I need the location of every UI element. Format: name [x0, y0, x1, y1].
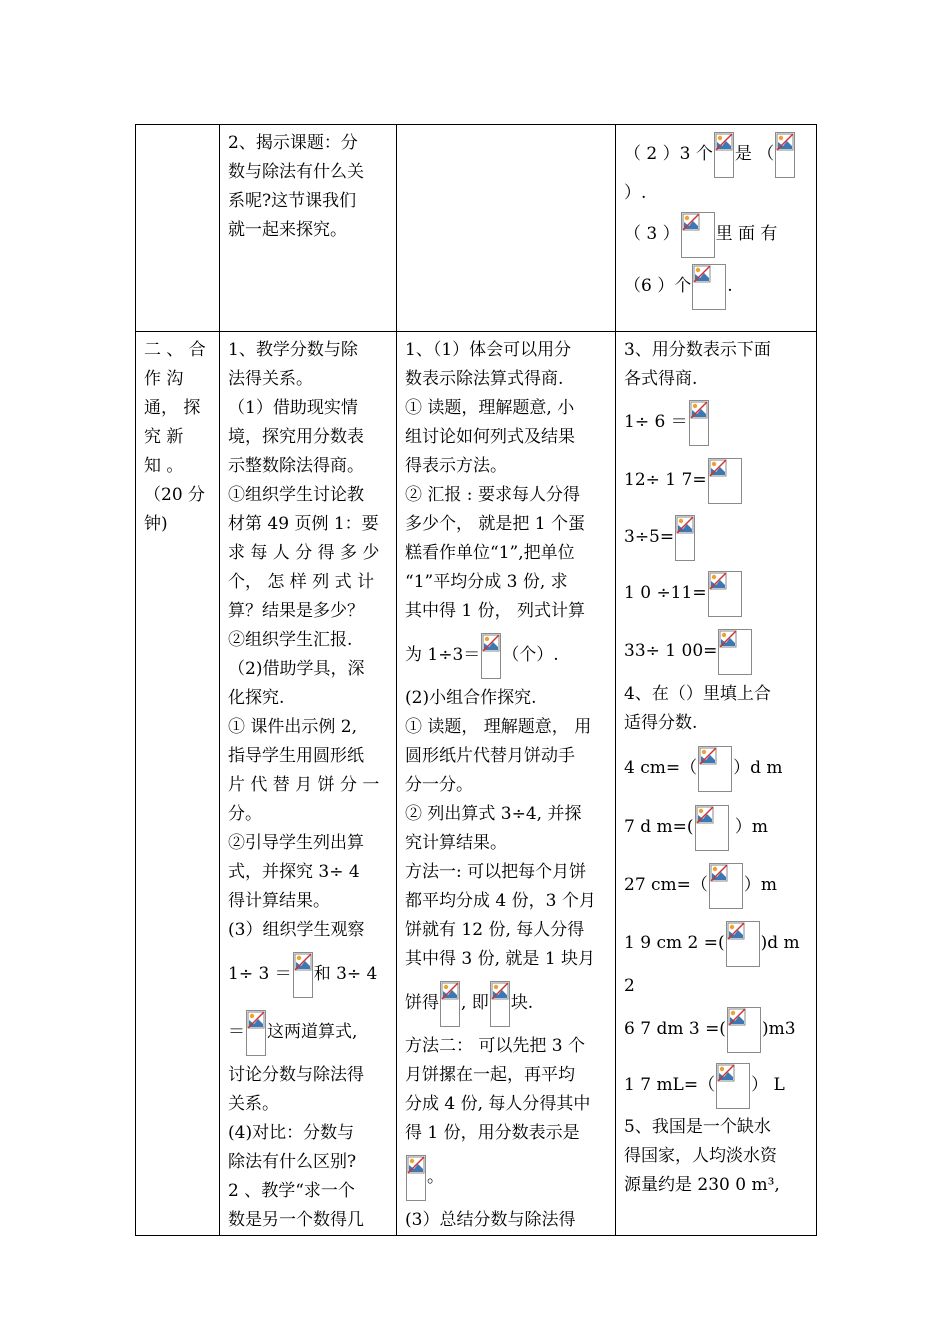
text-line: 1 7 mL=（ ） L: [624, 1057, 810, 1113]
broken-image-icon: [246, 1010, 266, 1056]
text-line: 通， 探: [144, 398, 201, 418]
text-line: 其中得 3 份, 就是 1 块月: [405, 949, 596, 969]
text-line: （ 3 ） 里 面 有: [624, 208, 810, 260]
text-line: 。: [405, 1148, 609, 1206]
text-line: 个， 怎 样 列 式 计: [228, 572, 375, 592]
text-line: ① 读题，理解题意, 小: [405, 398, 575, 418]
text-line: ②引导学生列出算: [228, 833, 364, 853]
text-line: 其中得 1 份， 列式计算: [405, 601, 586, 621]
text-line: 得国家，人均淡水资: [624, 1146, 777, 1166]
cell-exercises: [616, 332, 817, 1236]
text-line: “1”平均分成 3 份, 求: [405, 572, 568, 592]
text-line: 3、用分数表示下面: [624, 340, 771, 360]
text-line: ②组织学生汇报.: [228, 630, 353, 650]
text-line: ①组织学生讨论教: [228, 485, 364, 505]
text-line: 示整数除法得商。: [228, 456, 364, 476]
text-line: 数表示除法算式得商.: [405, 369, 564, 389]
text-line: （2)借助学具，深: [228, 659, 365, 679]
text-line: ① 课件出示例 2,: [228, 717, 358, 737]
text-line: ② 汇报 : 要求每人分得: [405, 485, 580, 505]
broken-image-icon: [481, 633, 501, 679]
text-line: 究 新: [144, 427, 184, 447]
text-line: 钟): [144, 514, 168, 534]
cell-teacher-activity: [220, 332, 397, 1236]
broken-image-icon: [675, 515, 695, 561]
text-line: 都平均分成 4 份，3 个月: [405, 891, 596, 911]
text-line: 求 每 人 分 得 多 少: [228, 543, 380, 563]
text-line: ① 读题， 理解题意， 用: [405, 717, 592, 737]
broken-image-icon: [440, 981, 460, 1027]
cell-student-activity: [397, 125, 616, 332]
text-line: (3）组织学生观察: [228, 920, 365, 940]
text-line: 各式得商.: [624, 369, 698, 389]
text-line: 二 、 合: [144, 340, 206, 360]
broken-image-icon: [708, 571, 742, 617]
text-line: （1）借助现实情: [228, 398, 358, 418]
text-line: 组讨论如何列式及结果: [405, 427, 575, 447]
text-line: 适得分数.: [624, 713, 698, 733]
text-line: 指导学生用圆形纸: [228, 746, 364, 766]
broken-image-icon: [775, 132, 795, 178]
text-line: 1÷ 3 ＝ 和 3÷ 4: [228, 945, 390, 1003]
text-line: ＝ 这两道算式,: [228, 1003, 390, 1061]
text-line: 除法有什么区别?: [228, 1152, 357, 1172]
text-line: 得计算结果。: [228, 891, 330, 911]
broken-image-icon: [718, 629, 752, 675]
text-line: (2)小组合作探究.: [405, 688, 537, 708]
broken-image-icon: [708, 458, 742, 504]
text-line: 1÷ 6 ＝: [624, 394, 810, 450]
lesson-plan-table: [135, 124, 817, 1236]
text-line: 4 cm=（ ）d m: [624, 738, 810, 798]
text-line: 月饼摞在一起，再平均: [405, 1065, 575, 1085]
text-line: 糕看作单位“1”,把单位: [405, 543, 575, 563]
broken-image-icon: [692, 264, 726, 310]
text-line: （ 2 ）3 个 是 （: [624, 129, 810, 179]
text-line: 分成 4 份, 每人分得其中: [405, 1094, 591, 1114]
text-line: 4、在（）里填上合: [624, 684, 771, 704]
text-line: 数是另一个数得几: [228, 1210, 364, 1230]
text-line: 7 d m=( ）m: [624, 798, 810, 856]
text-line: 3÷5=: [624, 510, 810, 564]
text-line: 2: [624, 976, 635, 996]
text-line: 圆形纸片代替月饼动手: [405, 746, 575, 766]
broken-image-icon: [726, 921, 760, 967]
cell-exercises: [616, 125, 817, 332]
text-line: 究计算结果。: [405, 833, 507, 853]
text-line: (3）总结分数与除法得: [405, 1210, 576, 1230]
text-line: 系呢?这节课我们: [228, 191, 357, 211]
table-row: [136, 125, 817, 332]
text-line: 2、揭示课题：分: [228, 133, 358, 153]
broken-image-icon: [293, 952, 313, 998]
text-line: 2 、教学“求一个: [228, 1181, 355, 1201]
cell-teacher-activity: [220, 125, 397, 332]
text-line: （6 ）个 .: [624, 260, 810, 312]
broken-image-icon: [709, 863, 743, 909]
text-line: 法得关系。: [228, 369, 313, 389]
text-line: 得 1 份，用分数表示是: [405, 1123, 580, 1143]
broken-image-icon: [490, 981, 510, 1027]
text-line: 27 cm=（ ）m: [624, 856, 810, 914]
text-line: 12÷ 1 7=: [624, 450, 810, 510]
text-line: 知 。: [144, 456, 184, 476]
text-line: 方法二： 可以先把 3 个: [405, 1036, 586, 1056]
text-line: 33÷ 1 00=: [624, 622, 810, 680]
broken-image-icon: [689, 400, 709, 446]
text-line: 讨论分数与除法得: [228, 1065, 364, 1085]
text-line: 作 沟: [144, 369, 184, 389]
broken-image-icon: [406, 1155, 426, 1201]
text-line: 就一起来探究。: [228, 220, 347, 240]
text-line: (4)对比：分数与: [228, 1123, 355, 1143]
broken-image-icon: [681, 212, 715, 258]
broken-image-icon: [698, 746, 732, 792]
text-line: 式，并探究 3÷ 4: [228, 862, 360, 882]
text-line: 1、（1）体会可以用分: [405, 340, 572, 360]
text-line: 得表示方法。: [405, 456, 507, 476]
text-line: 境，探究用分数表: [228, 427, 364, 447]
text-line: 数与除法有什么关: [228, 162, 364, 182]
text-line: 1、教学分数与除: [228, 340, 358, 360]
cell-stage: [136, 332, 220, 1236]
text-line: 5、我国是一个缺水: [624, 1117, 771, 1137]
text-line: 化探究.: [228, 688, 285, 708]
text-line: 为 1÷3＝ （个）.: [405, 626, 609, 684]
text-line: 材第 49 页例 1：要: [228, 514, 379, 534]
text-line: 多少个， 就是把 1 个蛋: [405, 514, 586, 534]
text-line: 饼得 , 即 块.: [405, 974, 609, 1032]
text-line: ）.: [624, 183, 647, 203]
text-line: （20 分: [144, 485, 206, 505]
text-line: 1 9 cm 2 =( )d m: [624, 914, 810, 972]
text-line: 饼就有 12 份, 每人分得: [405, 920, 585, 940]
text-line: 方法一: 可以把每个月饼: [405, 862, 587, 882]
text-line: 算？结果是多少？: [228, 601, 364, 621]
broken-image-icon: [695, 805, 729, 851]
cell-student-activity: [397, 332, 616, 1236]
text-line: 关系。: [228, 1094, 279, 1114]
text-line: 6 7 dm 3 =( )m3: [624, 1001, 810, 1057]
text-line: 分。: [228, 804, 262, 824]
text-line: 片 代 替 月 饼 分 一: [228, 775, 380, 795]
broken-image-icon: [714, 132, 734, 178]
text-line: 分一分。: [405, 775, 473, 795]
text-line: ② 列出算式 3÷4, 并探: [405, 804, 582, 824]
text-line: 源量约是 230 0 m³,: [624, 1175, 780, 1195]
broken-image-icon: [716, 1063, 750, 1109]
cell-stage: [136, 125, 220, 332]
broken-image-icon: [727, 1007, 761, 1053]
table-row: [136, 332, 817, 1236]
text-line: 1 0 ÷11=: [624, 564, 810, 622]
